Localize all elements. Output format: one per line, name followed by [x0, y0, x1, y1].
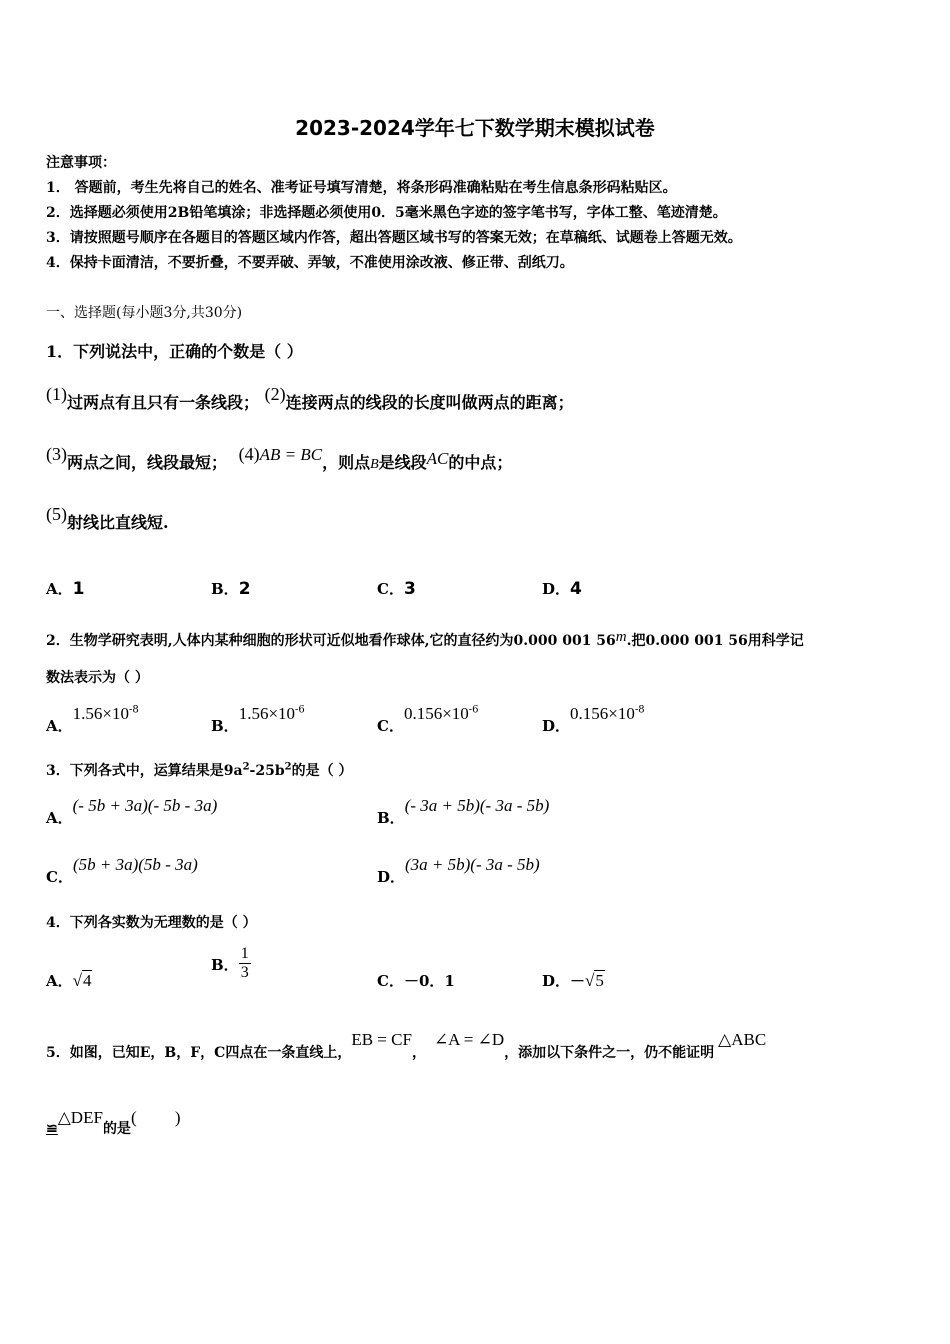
option-base: 0.156×10 — [403, 704, 469, 723]
question-1-option-b[interactable] — [211, 578, 251, 599]
statement-text: 连接两点的线段的长度叫做两点的距离； — [285, 393, 574, 412]
notice-item: 2．选择题必须使用2B铅笔填涂；非选择题必须使用0．5毫米黑色字迹的签字笔书写，字体工整、笔迹清楚。 — [46, 205, 727, 221]
radicand: 4 — [82, 971, 92, 990]
option-value: 4 — [570, 579, 582, 599]
option-sign: － — [570, 972, 586, 990]
option-exponent: -6 — [295, 704, 305, 716]
sqrt-expression: √5 — [585, 971, 604, 990]
option-expression: (- 3a + 5b)(- 3a - 5b) — [404, 796, 550, 815]
option-label: A． — [46, 972, 73, 990]
option-value: 2 — [238, 579, 251, 599]
question-2-option-c[interactable] — [377, 703, 479, 735]
option-base: 1.56×10 — [72, 704, 129, 723]
math-condition: ∠A = ∠D — [433, 1030, 505, 1049]
question-1-stem: 1．下列说法中，正确的个数是（ ） — [46, 342, 303, 361]
option-value: 1 — [72, 579, 85, 599]
radicand: 5 — [595, 971, 604, 990]
statement-number: (4) — [238, 444, 260, 464]
option-label: C． — [377, 580, 404, 598]
point-b: B — [370, 457, 379, 472]
option-expression: (5b + 3a)(5b - 3a) — [72, 855, 198, 874]
option-expression: (- 5b + 3a)(- 5b - 3a) — [72, 796, 218, 815]
question-1-statements-3-4 — [46, 444, 513, 473]
question-4-option-c[interactable] — [377, 970, 455, 991]
notice-item: 3．请按照题号顺序在各题目的答题区域内作答，超出答题区域书写的答案无效；在草稿纸、试题卷上答题无效。 — [46, 230, 742, 246]
option-exponent: -6 — [468, 704, 479, 716]
option-base: 0.156×10 — [570, 704, 635, 723]
exponent: 2 — [242, 761, 250, 773]
question-5-stem-line1 — [46, 1030, 767, 1061]
answer-blank: ( ) — [130, 1108, 181, 1127]
section-heading: 一、选择题(每小题3分,共30分) — [46, 305, 243, 321]
question-2-option-d[interactable] — [542, 703, 645, 735]
option-value: －0．1 — [403, 972, 455, 990]
sqrt-expression: √4 — [72, 971, 92, 990]
stem-text: 2．生物学研究表明,人体内某种细胞的形状可近似地看作球体,它的直径约为0.000 001 56 — [46, 633, 616, 649]
option-label: C． — [377, 972, 404, 990]
stem-text: -25b — [249, 763, 285, 779]
question-3-stem — [46, 760, 352, 780]
option-exponent: -8 — [634, 704, 645, 716]
stem-text: ，添加以下条件之一，仍不能证明 — [504, 1045, 715, 1061]
statement-number: (3) — [46, 444, 67, 464]
segment-ac: AC — [426, 449, 449, 468]
stem-text: 5．如图，已知E，B，F，C四点在一条直线上， — [46, 1045, 352, 1061]
statement-number: (1) — [46, 384, 67, 404]
option-expression: (3a + 5b)(- 3a - 5b) — [405, 855, 540, 874]
question-3-option-d[interactable] — [377, 854, 540, 886]
statement-number: (5) — [46, 504, 67, 524]
statement-text: 的中点； — [448, 453, 513, 472]
question-1-option-d[interactable] — [542, 578, 582, 599]
denominator: 3 — [240, 964, 249, 981]
notice-item: 4．保持卡面清洁，不要折叠，不要弄破、弄皱，不准使用涂改液、修正带、刮纸刀。 — [46, 255, 574, 271]
statement-text: ，则点 — [322, 453, 371, 472]
question-1-statements-1-2 — [46, 384, 574, 413]
question-1-statement-5 — [46, 504, 169, 533]
page-title: 2023-2024学年七下数学期末模拟试卷 — [295, 116, 655, 140]
question-4-option-b[interactable] — [211, 945, 251, 982]
option-exponent: -8 — [128, 704, 139, 716]
option-label: B． — [211, 717, 239, 735]
question-1-option-c[interactable] — [377, 578, 416, 599]
option-label: D． — [542, 972, 571, 990]
question-4-option-d[interactable] — [542, 970, 605, 991]
unit: m — [615, 629, 627, 645]
congruent-symbol: ≌ — [46, 1121, 58, 1137]
question-1-option-a[interactable] — [46, 578, 84, 599]
question-2-stem-line2: 数法表示为（ ） — [46, 670, 149, 686]
option-label: D． — [542, 717, 571, 735]
option-label: A． — [46, 580, 73, 598]
stem-text: ， — [411, 1045, 426, 1061]
exponent: 2 — [284, 761, 292, 773]
question-4-option-a[interactable] — [46, 970, 92, 991]
option-label: B． — [377, 809, 405, 827]
fraction — [239, 945, 251, 982]
numerator: 1 — [240, 945, 249, 962]
question-3-option-b[interactable] — [377, 795, 550, 827]
option-label: C． — [46, 868, 73, 886]
statement-text: 过两点有且只有一条线段； — [67, 393, 260, 412]
stem-text: 的是（ ） — [291, 763, 353, 779]
statement-text: 两点之间，线段最短； — [67, 453, 228, 472]
math-triangle: △ABC — [718, 1030, 767, 1049]
option-label: A． — [46, 809, 73, 827]
option-label: B． — [211, 580, 239, 598]
stem-text: .把0.000 001 56用科学记 — [626, 633, 804, 649]
math-condition: EB = CF — [351, 1030, 412, 1049]
question-2-option-a[interactable] — [46, 703, 139, 735]
question-4-stem: 4．下列各实数为无理数的是（ ） — [46, 915, 257, 931]
option-label: D． — [377, 868, 406, 886]
option-label: A． — [46, 717, 73, 735]
math-triangle: △DEF — [57, 1108, 103, 1127]
statement-text: 是线段 — [378, 453, 427, 472]
option-label: B． — [211, 956, 239, 974]
notice-heading: 注意事项： — [46, 155, 116, 171]
question-3-option-a[interactable] — [46, 795, 218, 827]
question-2-option-b[interactable] — [211, 703, 305, 735]
statement-number: (2) — [264, 384, 286, 404]
option-label: D． — [542, 580, 571, 598]
statement-math: AB = BC — [259, 445, 323, 464]
question-5-stem-line2 — [46, 1108, 181, 1137]
question-2-stem-line1 — [46, 630, 804, 650]
option-value: 3 — [403, 579, 416, 599]
question-3-option-c[interactable] — [46, 854, 198, 886]
notice-item: 1． 答题前，考生先将自己的姓名、准考证号填写清楚，将条形码准确粘贴在考生信息条形码粘贴区。 — [46, 180, 677, 196]
option-label: C． — [377, 717, 404, 735]
stem-text: 的是 — [102, 1121, 131, 1137]
stem-text: 3．下列各式中，运算结果是9a — [46, 763, 243, 779]
statement-text: 射线比直线短. — [67, 513, 169, 532]
option-base: 1.56×10 — [238, 704, 296, 723]
